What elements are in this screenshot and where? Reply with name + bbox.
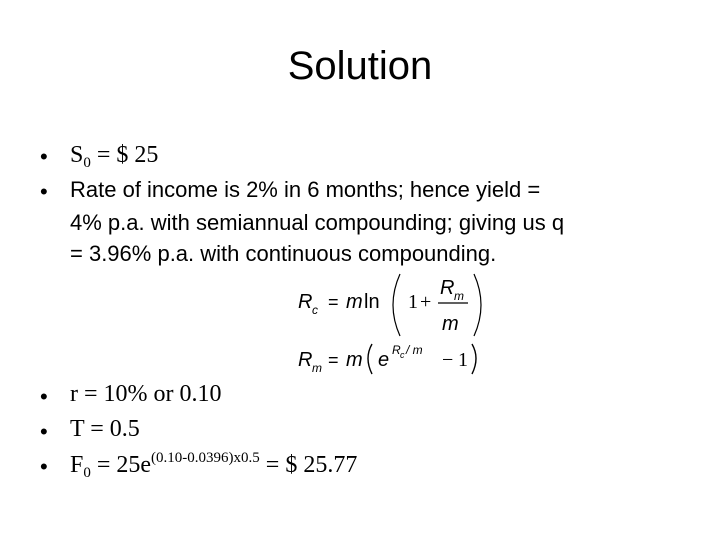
formula1-ln: ln <box>364 291 380 313</box>
formula1-plus: + <box>420 291 432 313</box>
formula2-minus: − <box>442 349 454 371</box>
bullet-marker: • <box>40 384 48 409</box>
formula-continuous-rate <box>296 270 496 340</box>
formula1-left-paren <box>393 274 400 336</box>
formula2-e: e <box>378 349 390 371</box>
formula2-lhs-sub: m <box>312 361 322 375</box>
bullet-rate-line2: 4% p.a. with semiannual compounding; giving us q <box>70 210 565 235</box>
formula1-num-sub: m <box>454 289 464 303</box>
bullet-t: T = 0.5 <box>70 416 140 442</box>
formula2-left-paren <box>368 344 372 374</box>
formula2-eq: = <box>328 350 339 370</box>
formula2-exp-rest: / m <box>406 343 423 357</box>
formula2-m: m <box>346 349 363 371</box>
bullet-f0: $F_0 = 25e^{(0.10-0.0396)x0.5}$ = $ 25.77 <box>70 450 358 481</box>
formula1-lhs-sub: c <box>312 303 318 317</box>
bullet-s0: $S_0$ = $ 25 <box>70 142 159 171</box>
formula-periodic-rate <box>296 338 496 378</box>
bullet-r: r = 10% or 0.10 <box>70 381 222 407</box>
formula2-lhs: R <box>298 349 313 371</box>
formula1-m: m <box>346 291 363 313</box>
slide-title: Solution <box>287 44 433 88</box>
bullet-rate-line3: = 3.96% p.a. with continuous compounding. <box>70 241 497 266</box>
bullet-marker: • <box>40 179 48 204</box>
bullet-marker: • <box>40 454 48 479</box>
formula1-num: R <box>440 277 455 299</box>
bullet-rate-line1: Rate of income is 2% in 6 months; hence yield = <box>70 177 541 202</box>
formula2-one: 1 <box>458 349 468 371</box>
formula1-lhs: R <box>298 291 313 313</box>
formula1-right-paren <box>474 274 481 336</box>
formula2-right-paren <box>472 344 476 374</box>
formula1-one: 1 <box>408 291 418 313</box>
formula2-exp: R <box>392 343 401 357</box>
formula1-den: m <box>442 313 459 335</box>
formula2-exp-sub: c <box>400 350 405 360</box>
bullet-marker: • <box>40 144 48 169</box>
formula1-eq: = <box>328 292 339 312</box>
bullet-marker: • <box>40 419 48 444</box>
